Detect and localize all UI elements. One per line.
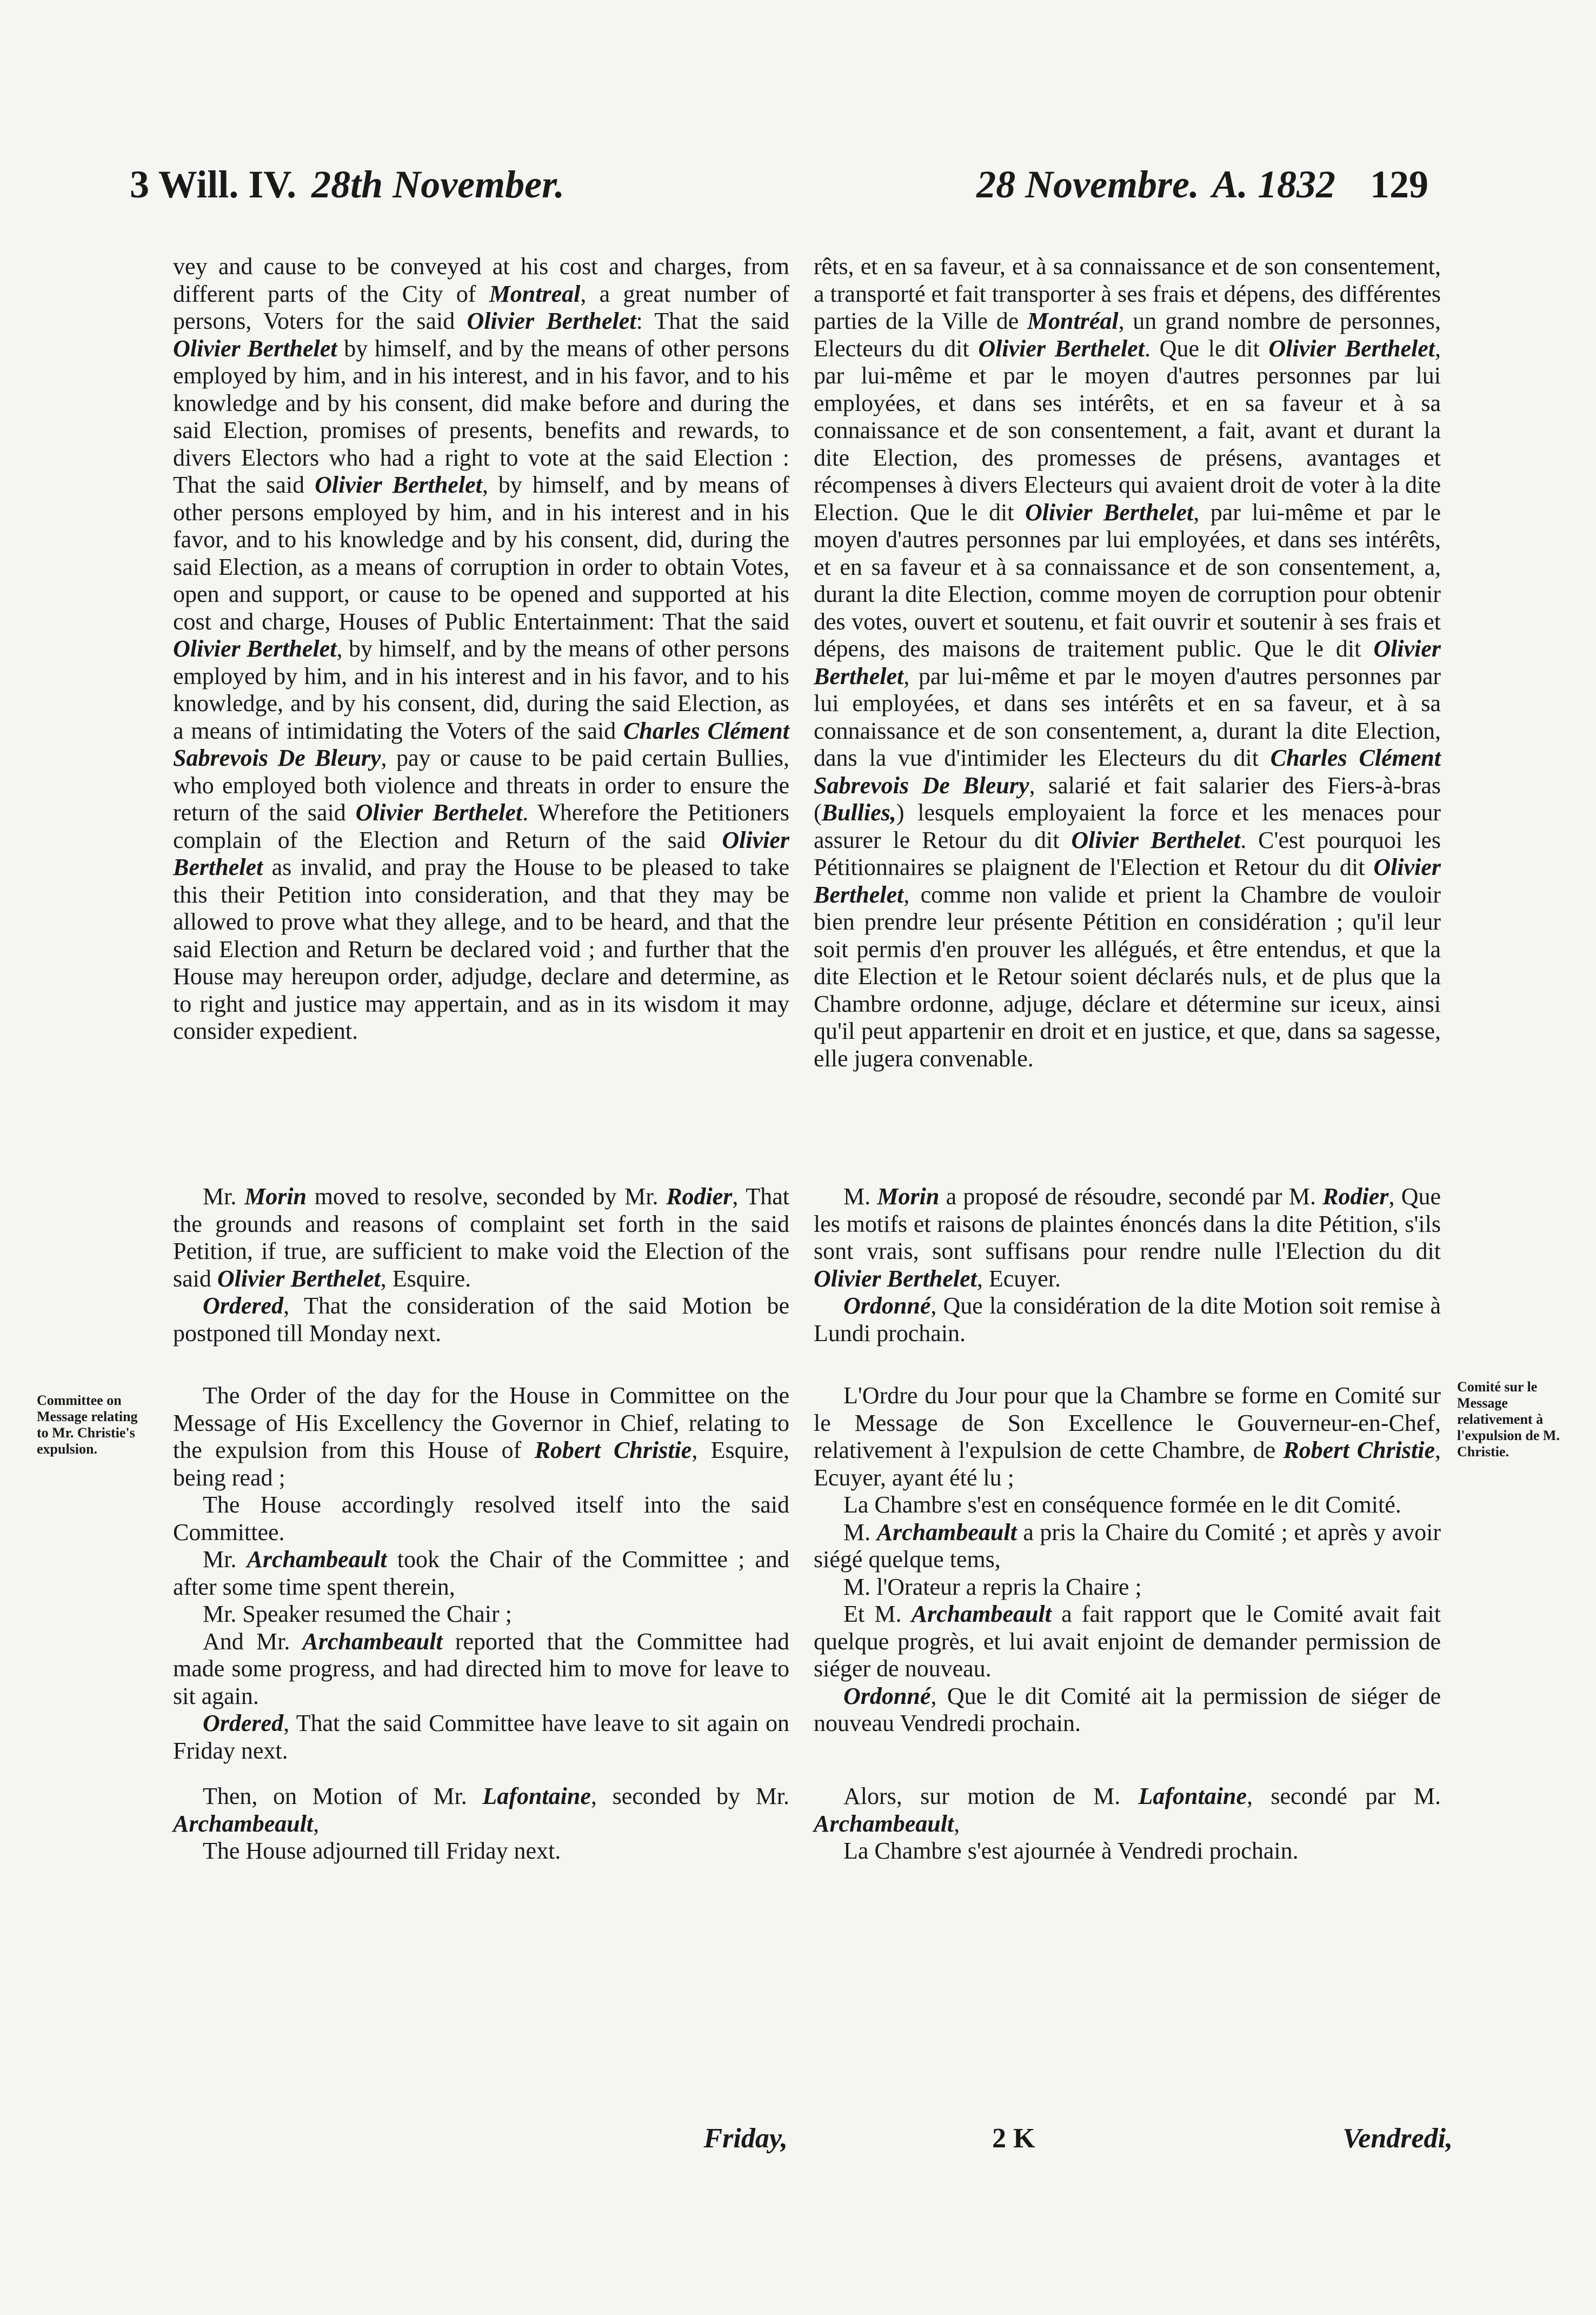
english-petition [173,253,789,1045]
text-run: Rodier [666,1183,733,1210]
text-run: ) lesquels employaient la force et les menaces pour assurer le Retour du dit [814,799,1441,853]
text-run: Charles Clément Sabrevois De Bleury [814,745,1441,799]
text-run: Montreal [489,280,581,307]
english-motion-text [173,1183,789,1292]
reign-label: 3 Will. IV. [130,163,297,206]
text-run: , [954,1810,960,1837]
text-run: , by himself, and by means of other persons employed by him, and in his interest and in his favor, and to his knowledge and by his consent, did, during the said Election, as a means of corruption in order to obtain Votes, open and support, or cause to be opened and supported at his cost and charge, Houses of Public Entertainment: That the said [173,472,789,635]
text-run: Olivier Berthelet [1025,499,1194,526]
french-ajournee: La Chambre s'est ajournée à Vendredi prochain. [843,1838,1299,1864]
text-run: , That the said Committee have leave to sit again on Friday next. [173,1710,789,1764]
french-comite-forme: La Chambre s'est en conséquence formée en le dit Comité. [843,1491,1401,1518]
text-run: a pris la Chaire du Comité ; et après y avoir siégé quelque tems, [814,1518,1441,1573]
text-run: Mr. [203,1546,247,1573]
english-chair-taken [173,1546,789,1601]
text-run: moved to resolve, seconded by Mr. [307,1183,667,1210]
french-motion-text [814,1183,1441,1292]
text-run: : That the said [636,308,789,334]
catchword-french: Vendredi, [1342,2123,1453,2154]
french-ordonne-remise [814,1292,1441,1347]
text-run: Olivier Berthelet [173,826,789,880]
text-run: Mr. [203,1183,245,1210]
text-run: Archambeault [911,1601,1052,1627]
text-run: . C'est pourquoi les Pétitionnaires se plaignent de l'Election et Retour du dit [814,826,1441,880]
header-left [130,162,564,207]
french-ordre-du-jour [814,1382,1441,1491]
text-run: Et M. [843,1601,912,1627]
english-report [173,1628,789,1710]
english-committee-formed: The House accordingly resolved itself into the said Committee. [173,1491,789,1545]
text-run: , That the consideration of the said Motion be postponed till Monday next. [173,1292,789,1346]
text-run: Archambeault [302,1628,443,1655]
text-run: Olivier Berthelet [173,335,337,362]
text-run: , par lui-même et par le moyen d'autres personnes par lui employées, et dans ses intérêts, et en sa faveur et à sa connaissance et de son consentement, a, durant la dite Election, comme moyen de corruption pour obtenir des votes, ouvert et soutenu, et fait ouvrir et soutenir à ses frais et dépens, des maisons de traitement public. Que le dit [814,499,1441,662]
english-adjourn [173,1783,789,1865]
english-petition-text [173,253,789,1045]
text-run: , par lui-même et par le moyen d'autres personnes par lui employées, et dans ses intérêts et en sa faveur, et à sa connaissance et de son consentement, a, durant la dite Election, dans la vue d'intimider les Electeurs du dit [814,662,1441,771]
french-chaire-prise [814,1519,1441,1574]
signature-mark: 2 K [992,2123,1035,2154]
text-run: Ordonné [843,1682,931,1709]
text-run: Ordonné [843,1292,931,1319]
text-run: , Que le dit Comité ait la permission de siéger de nouveau Vendredi prochain. [814,1682,1441,1736]
text-run: Olivier Berthelet [217,1265,381,1292]
text-run: Archambeault [876,1518,1017,1545]
english-speaker-resumed: Mr. Speaker resumed the Chair ; [203,1601,512,1627]
text-run: Archambeault [247,1546,387,1573]
text-run: , pay or cause to be paid certain Bullies, who employed both violence and threats in order to ensure the return of the said [173,745,790,826]
text-run: by himself, and by the means of other persons employed by him, and in his interest, and in his favor, and to his knowledge and by his consent, did make before and during the said Election, promises of presents, benefits and rewards, to divers Electors who had a right to vote at the said Election : That the said [173,335,790,498]
french-orateur-repris: M. l'Orateur a repris la Chaire ; [843,1573,1142,1600]
french-petition-text [814,253,1441,1072]
text-run: Olivier Berthelet [1071,826,1241,853]
text-run: vey and cause to be conveyed at his cost and charges, from different parts of the City of [173,253,789,307]
margin-note-english: Committee on Message relating to Mr. Christie's expulsion. [37,1392,138,1457]
text-run: , secondé par M. [1246,1783,1441,1809]
english-ordered-leave [173,1710,789,1765]
text-run: Robert Christie [1283,1437,1435,1463]
text-run: , by himself, and by the means of other persons employed by him, and in his interest and in his favor, and to his knowledge, and by his consent, did, during the said Election, as a means of intimidating the Voters of the said [173,635,789,744]
french-rapport [814,1601,1441,1683]
text-run: , [313,1810,320,1837]
text-run: took the Chair of the Committee ; and after some time spent therein, [173,1546,789,1600]
text-run: reported that the Committee had made some progress, and had directed him to move for leave to sit again. [173,1628,789,1709]
text-run: , Ecuyer, ayant été lu ; [814,1437,1441,1491]
text-run: , Que la considération de la dite Motion soit remise à Lundi prochain. [814,1292,1441,1346]
text-run: Ordered [203,1710,284,1736]
french-committee [814,1382,1441,1737]
year-label: A. 1832 [1212,163,1335,206]
text-run: Montréal [1027,308,1119,334]
french-motion [814,1183,1441,1347]
text-run: as invalid, and pray the House to be pleased to take this their Petition into consideration, and that they may be allowed to prove what they allege, and to be heard, and that the said Election and Return be declared void ; and further that the House may hereupon order, adjudge, declare and determine, as to right and justice may appertain, and as in its wisdom it may consider expedient. [173,854,789,1044]
text-run: , Ecuyer. [976,1265,1061,1292]
text-run: Olivier Berthelet [814,854,1441,908]
text-run: Rodier [1322,1183,1389,1210]
header-right [976,162,1428,207]
text-run: Lafontaine [482,1783,591,1809]
text-run: Alors, sur motion de M. [843,1783,1139,1809]
text-run: , Esquire, being read ; [173,1437,789,1491]
text-run: Olivier Berthelet [467,308,636,334]
text-run: , Esquire. [380,1265,471,1292]
text-run: Olivier Berthelet [814,1265,977,1292]
text-run: . Wherefore the Petitioners complain of the Election and Return of the said [173,799,789,853]
text-run: Olivier Berthelet [315,472,482,498]
text-run: , That the grounds and reasons of complaint set forth in the said Petition, if true, are sufficient to make void the Election of the said [173,1183,789,1292]
text-run: Archambeault [814,1810,954,1837]
text-run: Robert Christie [534,1437,692,1463]
text-run: The Order of the day for the House in Committee on the Message of His Excellency the Governor in Chief, relating to the expulsion from this House of [173,1382,789,1463]
text-run: M. [843,1518,877,1545]
english-adjourned: The House adjourned till Friday next. [203,1838,561,1864]
text-run: . Que le dit [1144,335,1269,362]
page-number: 129 [1370,163,1428,206]
text-run: M. [843,1183,877,1210]
english-motion [173,1183,789,1347]
margin-note-french: Comité sur le Message relativement à l'expulsion de M. Christie. [1457,1379,1560,1460]
text-run: , a great number of persons, Voters for the said [173,280,789,334]
text-run: Morin [877,1183,940,1210]
english-ordered-postponed [173,1292,789,1347]
text-run: Morin [244,1183,307,1210]
french-motion-ajourn [814,1783,1441,1838]
text-run: Ordered [203,1292,284,1319]
text-run: L'Ordre du Jour pour que la Chambre se forme en Comité sur le Message de Son Excellence le Gouverneur-en-Chef, relativement à l'expulsion de cette Chambre, de [814,1382,1441,1463]
text-run: Lafontaine [1138,1783,1247,1809]
english-date: 28th November. [311,163,565,206]
english-motion-adjourn [173,1783,789,1838]
text-run: And Mr. [203,1628,303,1655]
text-run: Olivier Berthelet [978,335,1145,362]
text-run: Olivier Berthelet [1268,335,1435,362]
text-run: , comme non valide et prient la Chambre de vouloir bien prendre leur présente Pétition en considération ; qu'il leur soit permis d'en prouver les allégués, et être entendus, et que la dite Election et le Retour soient déclarés nuls, et de plus que la Chambre ordonne, adjuge, déclare et détermine sur iceux, ainsi qu'il peut appartenir en droit et en justice, et que, dans sa sagesse, elle jugera convenable. [814,881,1441,1072]
catchword-english: Friday, [703,2123,788,2154]
text-run: Bullies, [821,799,896,826]
text-run: , par lui-même et par le moyen d'autres personnes par lui employées, et dans ses intérêts, et en sa faveur et à sa connaissance et de son consentement, a fait, avant et durant la dite Election, des promesses de présens, avantages et récompenses à divers Electeurs qui avaient droit de voter à la dite Election. Que le dit [814,335,1441,526]
text-run: Olivier Berthelet [814,635,1441,689]
text-run: a proposé de résoudre, secondé par M. [939,1183,1323,1210]
text-run: , salarié et fait salarier des Fiers-à-bras ( [814,772,1441,826]
text-run: a fait rapport que le Comité avait fait quelque progrès, et lui avait enjoint de demander permission de siéger de nouveau. [814,1601,1441,1682]
text-run: , un grand nombre de personnes, Electeurs du dit [814,308,1441,362]
english-order-of-day [173,1382,789,1491]
text-run: , Que les motifs et raisons de plaintes énoncés dans la dite Pétition, s'ils sont vrais, sont suffisans pour rendre nulle l'Election du dit [814,1183,1441,1264]
text-run: , seconded by Mr. [590,1783,789,1809]
text-run: Archambeault [173,1810,314,1837]
text-run: Olivier Berthelet [173,635,337,662]
french-petition [814,253,1441,1072]
text-run: Charles Clément Sabrevois De Bleury [173,717,789,771]
french-date: 28 Novembre. [976,163,1199,206]
french-ordonne-permission [814,1683,1441,1737]
french-adjourn [814,1783,1441,1865]
text-run: Olivier Berthelet [355,799,523,826]
text-run: Then, on Motion of Mr. [203,1783,483,1809]
text-run: rêts, et en sa faveur, et à sa connaissance et de son consentement, a transporté et fait transporter à ses frais et dépens, des différentes parties de la Ville de [814,253,1441,334]
english-committee [173,1382,789,1765]
